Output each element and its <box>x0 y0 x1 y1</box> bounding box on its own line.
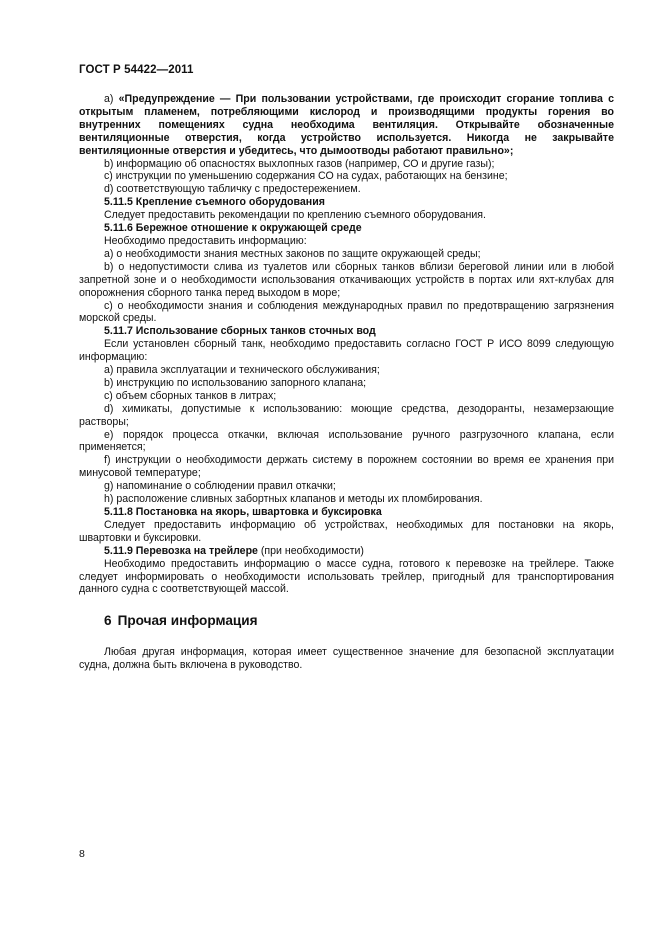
section-heading-title: 5.11.9 Перевозка на трейлере <box>104 544 258 557</box>
page-number: 8 <box>79 848 85 860</box>
paragraph: Необходимо предоставить информацию о массе судна, готового к перевозке на трейлере. Также следует информировать о необходимости использовать трейлер, пригодный для транспортирования данного судна с соответствующей массой. <box>79 557 614 596</box>
section-heading-5-11-8: 5.11.8 Постановка на якорь, швартовка и буксировка <box>104 506 382 518</box>
paragraph: Необходимо предоставить информацию: <box>104 234 307 247</box>
document-header: ГОСТ Р 54422—2011 <box>79 64 194 76</box>
warning-prefix: а) <box>104 93 114 105</box>
list-item: b) инструкцию по использованию запорного клапана; <box>104 376 367 389</box>
list-item: g) напоминание о соблюдении правил откачки; <box>104 480 336 493</box>
list-item: f) инструкции о необходимости держать систему в порожнем состоянии во время ее хранения при минусовой температуре; <box>79 454 614 480</box>
section-heading-5-11-9 <box>79 545 614 558</box>
paragraph: Следует предоставить рекомендации по креплению съемного оборудования. <box>104 209 486 222</box>
list-item: а) о необходимости знания местных законов по защите окружающей среды; <box>104 247 481 260</box>
list-item: b) информацию об опасностях выхлопных газов (например, СО и другие газы); <box>104 157 495 170</box>
list-item: c) инструкции по уменьшению содержания СО на судах, работающих на бензине; <box>104 170 508 183</box>
paragraph: Следует предоставить информацию об устройствах, необходимых для постановки на якорь, швартовки и буксировки. <box>79 518 614 544</box>
section-heading-5-11-5: 5.11.5 Крепление съемного оборудования <box>104 196 325 209</box>
section-6-number: 6 <box>104 613 112 629</box>
list-item: b) о недопустимости слива из туалетов или сборных танков вблизи береговой линии или в любой запретной зоне и о необходимости использования откачивающих устройств в портах или яхт-клубах для опорожнения сборного танка перед выходом в море; <box>79 260 614 299</box>
list-item: e) порядок процесса откачки, включая использование ручного разгрузочного клапана, если применяется; <box>79 428 614 454</box>
section-heading-5-11-7: 5.11.7 Использование сборных танков сточных вод <box>104 325 376 338</box>
list-item: c) о необходимости знания и соблюдения международных правил по предотвращению загрязнения морской среды. <box>79 299 614 325</box>
section-6-heading <box>79 613 614 629</box>
paragraph: Если установлен сборный танк, необходимо предоставить согласно ГОСТ Р ИСО 8099 следующую информацию: <box>79 338 614 364</box>
list-item: а) правила эксплуатации и технического обслуживания; <box>104 364 380 377</box>
list-item: d) соответствующую табличку с предостережением. <box>104 183 361 196</box>
section-heading-note: (при необходимости) <box>260 544 364 557</box>
section-6-title: Прочая информация <box>117 613 258 629</box>
warning-text: «Предупреждение — При пользовании устройствами, где происходит сгорание топлива с открытым пламенем, потребляющими кислород и производящими продукты горения во внутренних помещениях судна необходима вентиляция. Открывайте обозначенные вентиляционные отверстия, когда устройство используется. Никогда не закрывайте вентиляционные отверстия и убедитесь, что дымоотводы работают правильно»; <box>79 93 614 157</box>
section-6-paragraph: Любая другая информация, которая имеет существенное значение для безопасной эксплуатации судна, должна быть включена в руководство. <box>79 646 614 672</box>
list-item: c) объем сборных танков в литрах; <box>104 389 277 402</box>
document-body <box>79 93 614 672</box>
section-heading-5-11-6: 5.11.6 Бережное отношение к окружающей среде <box>104 222 362 235</box>
warning-paragraph <box>79 93 614 158</box>
list-item: d) химикаты, допустимые к использованию: моющие средства, дезодоранты, незамерзающие растворы; <box>79 402 614 428</box>
list-item: h) расположение сливных забортных клапанов и методы их пломбирования. <box>104 493 483 506</box>
